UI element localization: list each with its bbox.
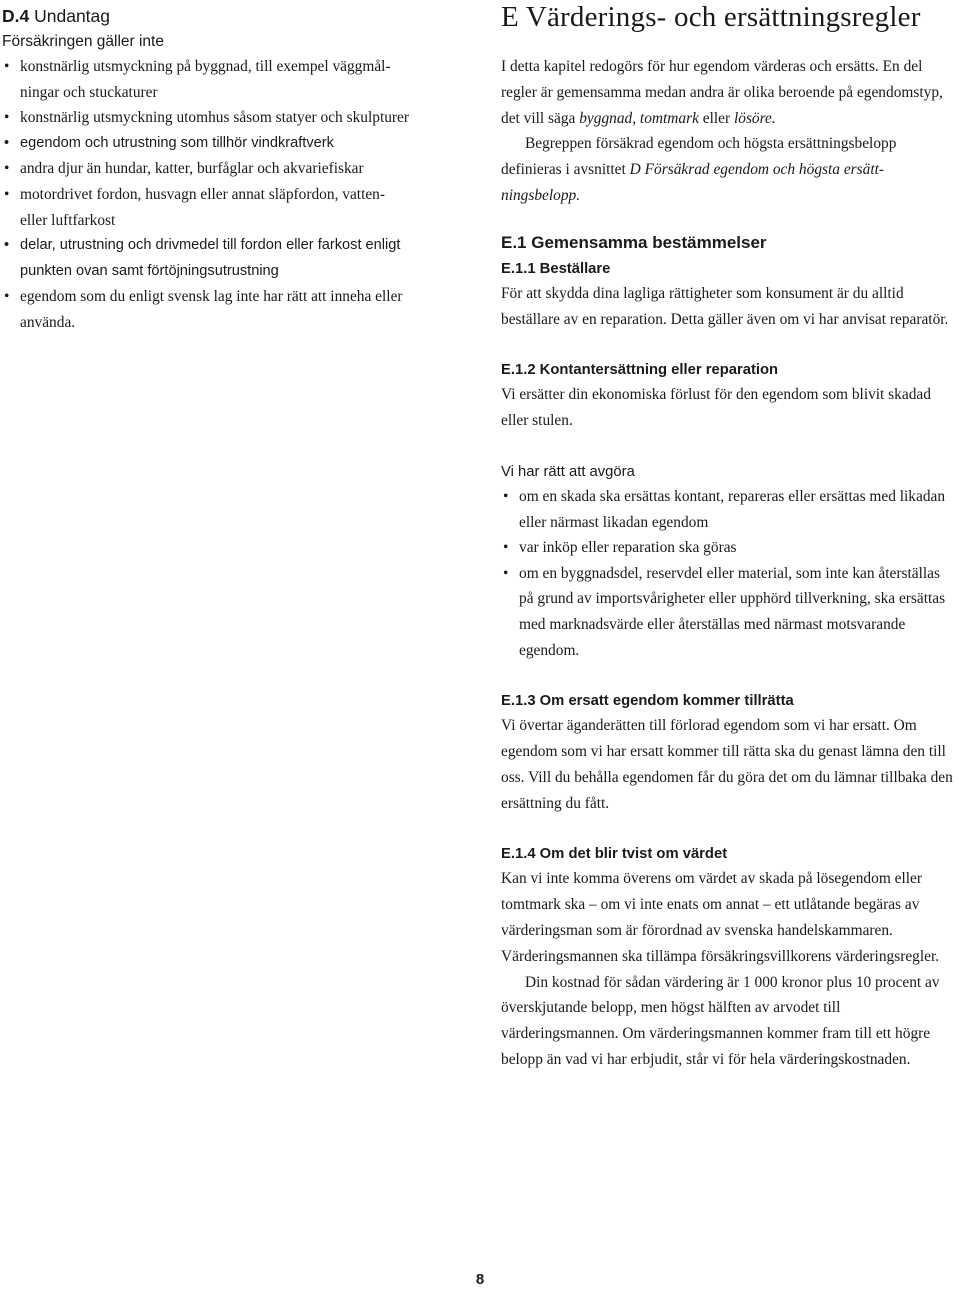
exclusion-item-line: ningar och stuckaturer — [20, 83, 158, 101]
exclusion-item-line: använda. — [20, 313, 76, 331]
heading-e1: E.1 Gemensamma bestämmelser — [501, 232, 767, 252]
exclusion-item-line: egendom och utrustning som tillhör vindkraftverk — [20, 134, 334, 151]
section-number: D.4 — [2, 6, 30, 26]
exclusion-item-line: konstnärlig utsmyckning på byggnad, till exempel väggmål- — [20, 58, 391, 75]
intro-text: I detta kapitel redogörs för hur egendom värderas och ersätts. En del regler är gemensamma medan andra är olika beroende på egendomstyp, det vill säga — [501, 58, 943, 127]
exclusion-item — [2, 182, 466, 233]
page-number: 8 — [475, 1271, 485, 1288]
exclusion-item — [2, 233, 466, 284]
decide-item: • om en skada ska ersättas kontant, repareras eller ersättas med likadan eller närmast likadan egendom — [501, 484, 957, 535]
heading-e13: E.1.3 Om ersatt egendom kommer tillrätta — [501, 693, 794, 710]
intro-paragraph-2 — [501, 131, 957, 208]
exclusion-item-line: andra djur än hundar, katter, burfåglar och akvariefiskar — [20, 160, 364, 178]
exclusions-lead: Försäkringen gäller inte — [2, 33, 164, 50]
exclusion-item — [2, 105, 466, 131]
text-e14-p1: Kan vi inte komma överens om värdet av skada på lösegendom eller tomtmark ska – om vi inte enats om annat – ett utlåtande begäras av värderingsman som är förordnad av svenska handelskammaren. Värderingsmannen ska tillämpa försäkringsvillkorens värderingsregler. — [501, 870, 940, 965]
decide-heading: Vi har rätt att avgöra — [501, 463, 635, 480]
decide-item: • om en byggnadsdel, reservdel eller material, som inte kan återställas på grund av importsvårigheter eller upphörd tillverkning, ska ersättas med marknadsvärde eller återställas med närmast motsvarande egendom. — [501, 561, 957, 663]
intro-paragraph-1 — [501, 54, 957, 131]
left-column — [2, 0, 466, 336]
right-column — [501, 0, 957, 1073]
heading-e14: E.1.4 Om det blir tvist om värdet — [501, 846, 728, 863]
section-title: Undantag — [34, 6, 111, 26]
exclusion-item-line: egendom som du enligt svensk lag inte har rätt att inneha eller — [20, 288, 403, 306]
exclusion-item-line: eller luftfarkost — [20, 211, 116, 229]
text-e13: Vi övertar äganderätten till förlorad egendom som vi har ersatt. Om egendom som vi har ersatt kommer till rätta ska du genast lämna den till oss. Vill du behålla egendomen får du göra det om du lämnar tillbaka den ersättning du fått. — [501, 717, 953, 812]
exclusion-item — [2, 54, 466, 105]
exclusion-item-line: delar, utrustning och drivmedel till fordon eller farkost enligt — [20, 237, 401, 254]
exclusion-item — [2, 284, 466, 335]
intro-text-2: eller — [698, 109, 734, 127]
decide-item: • var inköp eller reparation ska göras — [501, 535, 957, 561]
heading-e11: E.1.1 Beställare — [501, 260, 611, 277]
exclusion-item — [2, 131, 466, 157]
exclusion-item — [2, 156, 466, 182]
intro-text-3: Begreppen försäkrad egendom och högsta ersättningsbelopp definieras i avsnittet — [501, 135, 897, 179]
decide-list — [501, 484, 957, 663]
intro-italic-3: D Försäkrad egendom och högsta ersätt-ningsbelopp. — [501, 161, 884, 204]
exclusion-item-line: konstnärlig utsmyckning utomhus såsom statyer och skulpturer — [20, 109, 409, 127]
text-e11: För att skydda dina lagliga rättigheter som konsument är du alltid beställare av en reparation. Detta gäller även om vi har anvisat reparatör. — [501, 284, 949, 328]
exclusions-list — [2, 54, 466, 336]
section-heading-d4 — [2, 4, 466, 28]
exclusion-item-line: motordrivet fordon, husvagn eller annat släpfordon, vatten- — [20, 185, 385, 203]
exclusion-item-line: punkten ovan samt förtöjningsutrustning — [20, 262, 279, 279]
intro-italic-2: lösöre. — [733, 109, 776, 127]
text-e14-p2: Din kostnad för sådan värdering är 1 000 kronor plus 10 procent av överskjutande belopp, men högst hälften av arvodet till värderingsmannen. Om värderingsmannen kommer fram till ett högre belopp än vad vi har erbjudit, står vi för hela värderingskostnaden. — [501, 973, 940, 1068]
heading-e12: E.1.2 Kontantersättning eller reparation — [501, 362, 779, 379]
text-e12: Vi ersätter din ekonomiska förlust för den egendom som blivit skadad eller stulen. — [501, 386, 931, 430]
intro-italic-1: byggnad, tomtmark — [579, 109, 699, 127]
chapter-heading: E Värderings- och ersättningsregler — [501, 1, 921, 33]
